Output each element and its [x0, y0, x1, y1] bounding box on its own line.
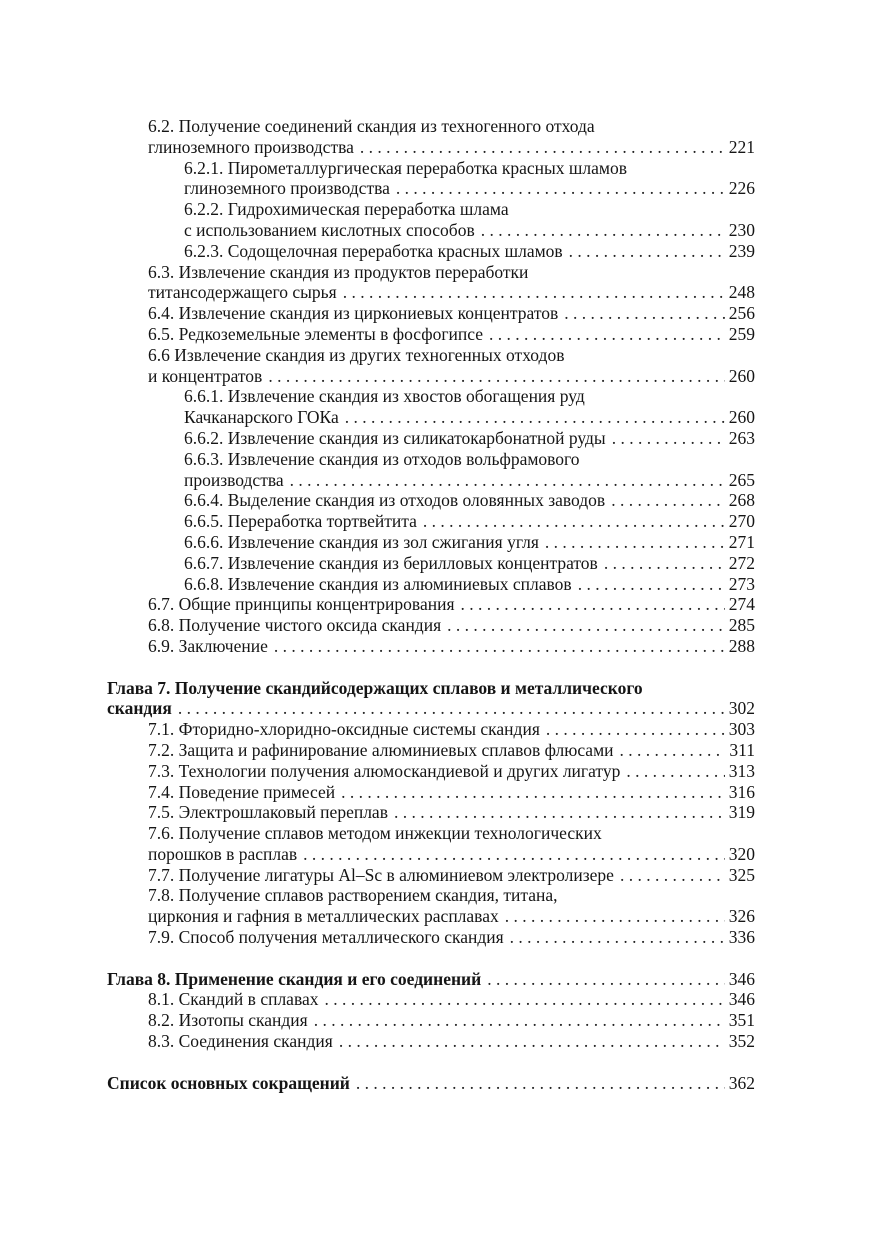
- spacer: [107, 657, 755, 678]
- toc-entry-7-3: [107, 761, 755, 782]
- leader-dots: [325, 989, 725, 1010]
- page-number: 320: [728, 843, 755, 864]
- toc-entry-6-6-1-line1: 6.6.1. Извлечение скандия из хвостов обогащения руд: [184, 386, 585, 407]
- page-number: 272: [728, 552, 755, 573]
- toc-entry-6-6-8: [107, 574, 755, 595]
- leader-dots: [303, 844, 725, 865]
- toc-entry-6-6-4: [107, 490, 755, 511]
- toc-title: 8.1. Скандий в сплавах: [148, 989, 319, 1010]
- toc-title: 6.6.6. Извлечение скандия из зол сжигания угля: [184, 531, 539, 552]
- toc-entry-8-1: [107, 989, 755, 1010]
- toc-entry-7-8: [107, 906, 755, 927]
- page-number: 313: [728, 760, 755, 781]
- page-number: 221: [728, 136, 755, 157]
- toc-title: циркония и гафния в металлических расплавах: [148, 906, 499, 927]
- page-number: 273: [728, 573, 755, 594]
- page-number: 288: [728, 635, 755, 656]
- toc-entry-7-9: [107, 927, 755, 948]
- page-number: 346: [728, 968, 755, 989]
- leader-dots: [489, 324, 725, 345]
- toc-title: глиноземного производства: [148, 136, 354, 157]
- toc-entry-6-9: [107, 636, 755, 657]
- toc-entry-6-7: [107, 594, 755, 615]
- toc-entry-6-2-1-line1: 6.2.1. Пирометаллургическая переработка красных шламов: [184, 157, 627, 178]
- toc-entry-8-2: [107, 1010, 755, 1031]
- page-number: 351: [728, 1010, 755, 1031]
- leader-dots: [423, 511, 725, 532]
- toc-entry-7-5: [107, 802, 755, 823]
- toc-title: и концентратов: [148, 365, 263, 386]
- leader-dots: [620, 740, 725, 761]
- leader-dots: [611, 490, 725, 511]
- page-number: 239: [728, 240, 755, 261]
- leader-dots: [274, 636, 725, 657]
- leader-dots: [339, 1031, 725, 1052]
- spacer: [107, 1052, 755, 1073]
- toc-title: порошков в расплав: [148, 843, 298, 864]
- leader-dots: [546, 719, 725, 740]
- toc-entry-6-6-2: [107, 428, 755, 449]
- page-number: 259: [728, 323, 755, 344]
- toc-chapter-8: [107, 969, 755, 990]
- toc-title: 6.6.7. Извлечение скандия из берилловых концентратов: [184, 552, 598, 573]
- toc-entry-6-6-line1: 6.6 Извлечение скандия из других техногенных отходов: [148, 344, 565, 365]
- toc-title: 7.5. Электрошлаковый переплав: [148, 802, 388, 823]
- page-number: 263: [728, 427, 755, 448]
- leader-dots: [564, 303, 724, 324]
- toc-title: 6.6.4. Выделение скандия из отходов оловянных заводов: [184, 490, 606, 511]
- toc-entry-6-2: [107, 137, 755, 158]
- toc-title: Качканарского ГОКа: [184, 407, 339, 428]
- toc-title: глиноземного производства: [184, 178, 390, 199]
- toc-title: титансодержащего сырья: [148, 282, 337, 303]
- page-number: 352: [728, 1031, 755, 1052]
- leader-dots: [569, 241, 725, 262]
- page-number: 302: [728, 698, 755, 719]
- toc-entry-6-6-7: [107, 553, 755, 574]
- toc-entry-7-1: [107, 719, 755, 740]
- toc-entry-7-7: [107, 865, 755, 886]
- toc-title: 7.4. Поведение примесей: [148, 781, 336, 802]
- toc-entry-6-3-line1: 6.3. Извлечение скандия из продуктов переработки: [148, 261, 529, 282]
- page-number: 248: [728, 282, 755, 303]
- leader-dots: [341, 782, 725, 803]
- toc-entry-6-6-6: [107, 532, 755, 553]
- spacer: [107, 948, 755, 969]
- leader-dots: [268, 366, 724, 387]
- page-number: 285: [728, 615, 755, 636]
- toc-entry-6-3: [107, 282, 755, 303]
- leader-dots: [505, 906, 725, 927]
- page-number: 268: [728, 490, 755, 511]
- leader-dots: [545, 532, 725, 553]
- toc-entry-6-4: [107, 303, 755, 324]
- toc-title: 7.7. Получение лигатуры Al–Sc в алюминиевом электролизере: [148, 864, 614, 885]
- toc-title: 6.2.3. Содощелочная переработка красных шламов: [184, 240, 563, 261]
- toc-title: 6.8. Получение чистого оксида скандия: [148, 615, 442, 636]
- leader-dots: [578, 574, 725, 595]
- toc-title: 6.7. Общие принципы концентрирования: [148, 594, 455, 615]
- page-number: 230: [728, 219, 755, 240]
- page-number: 260: [728, 407, 755, 428]
- toc-entry-6-2-1: [107, 178, 755, 199]
- toc-title: 6.4. Извлечение скандия из циркониевых концентратов: [148, 303, 559, 324]
- toc-entry-6-6: [107, 366, 755, 387]
- toc-entry-6-6-3-line1: 6.6.3. Извлечение скандия из отходов вольфрамового: [184, 448, 580, 469]
- toc-title: 8.2. Изотопы скандия: [148, 1010, 308, 1031]
- toc-entry-7-4: [107, 782, 755, 803]
- page-number: 303: [728, 719, 755, 740]
- page-number: 270: [728, 511, 755, 532]
- toc-title: производства: [184, 469, 284, 490]
- leader-dots: [612, 428, 725, 449]
- toc-title: 6.6.8. Извлечение скандия из алюминиевых сплавов: [184, 573, 572, 594]
- leader-dots: [461, 594, 725, 615]
- toc-chapter-7-line1: Глава 7. Получение скандийсодержащих сплавов и металлического: [107, 677, 643, 698]
- leader-dots: [487, 969, 725, 990]
- page-number: 271: [728, 531, 755, 552]
- page-number: 325: [728, 864, 755, 885]
- toc-title: Глава 8. Применение скандия и его соединений: [107, 968, 482, 989]
- page-number: 265: [728, 469, 755, 490]
- leader-dots: [345, 407, 725, 428]
- page-number: 226: [728, 178, 755, 199]
- page-number: 336: [728, 927, 755, 948]
- toc-entry-6-6-3: [107, 470, 755, 491]
- page-number: 319: [728, 802, 755, 823]
- toc-abbreviations: [107, 1073, 755, 1094]
- leader-dots: [356, 1073, 725, 1094]
- toc-entry-7-6: [107, 844, 755, 865]
- leader-dots: [620, 865, 725, 886]
- leader-dots: [360, 137, 725, 158]
- toc-entry-7-2: [107, 740, 755, 761]
- toc-title: скандия: [107, 698, 172, 719]
- page-number: 346: [728, 989, 755, 1010]
- leader-dots: [481, 220, 725, 241]
- leader-dots: [314, 1010, 725, 1031]
- toc-entry-7-8-line1: 7.8. Получение сплавов растворением скандия, титана,: [148, 885, 558, 906]
- toc-title: 6.9. Заключение: [148, 635, 268, 656]
- toc-title: 6.5. Редкоземельные элементы в фосфогипсе: [148, 323, 484, 344]
- toc-title: Список основных сокращений: [107, 1072, 350, 1093]
- toc-title: 7.9. Способ получения металлического скандия: [148, 927, 504, 948]
- leader-dots: [447, 615, 725, 636]
- table-of-contents: [107, 116, 755, 1093]
- leader-dots: [396, 178, 725, 199]
- toc-title: 7.3. Технологии получения алюмоскандиевой и других лигатур: [148, 760, 621, 781]
- toc-entry-8-3: [107, 1031, 755, 1052]
- toc-chapter-7: [107, 698, 755, 719]
- leader-dots: [394, 802, 725, 823]
- toc-title: 6.6.5. Переработка тортвейтита: [184, 511, 417, 532]
- toc-entry-6-6-1: [107, 407, 755, 428]
- toc-title: 7.1. Фторидно-хлоридно-оксидные системы скандия: [148, 719, 540, 740]
- toc-entry-6-2-3: [107, 241, 755, 262]
- page-number: 311: [729, 739, 755, 760]
- toc-entry-6-6-5: [107, 511, 755, 532]
- page-number: 256: [728, 303, 755, 324]
- toc-entry-6-8: [107, 615, 755, 636]
- page-number: 274: [728, 594, 755, 615]
- toc-entry-6-2-line1: 6.2. Получение соединений скандия из техногенного отхода: [148, 116, 595, 136]
- toc-title: 6.6.2. Извлечение скандия из силикатокарбонатной руды: [184, 427, 606, 448]
- leader-dots: [178, 698, 725, 719]
- leader-dots: [510, 927, 725, 948]
- page-number: 326: [728, 906, 755, 927]
- toc-title: 7.2. Защита и рафинирование алюминиевых сплавов флюсами: [148, 739, 614, 760]
- leader-dots: [290, 470, 725, 491]
- toc-entry-6-2-2: [107, 220, 755, 241]
- leader-dots: [343, 282, 725, 303]
- toc-entry-7-6-line1: 7.6. Получение сплавов методом инжекции технологических: [148, 823, 602, 844]
- toc-entry-6-2-2-line1: 6.2.2. Гидрохимическая переработка шлама: [184, 199, 509, 220]
- leader-dots: [604, 553, 725, 574]
- leader-dots: [626, 761, 724, 782]
- toc-title: с использованием кислотных способов: [184, 219, 475, 240]
- page-number: 316: [728, 781, 755, 802]
- toc-entry-6-5: [107, 324, 755, 345]
- toc-title: 8.3. Соединения скандия: [148, 1031, 333, 1052]
- page-number: 260: [728, 365, 755, 386]
- page-number: 362: [728, 1072, 755, 1093]
